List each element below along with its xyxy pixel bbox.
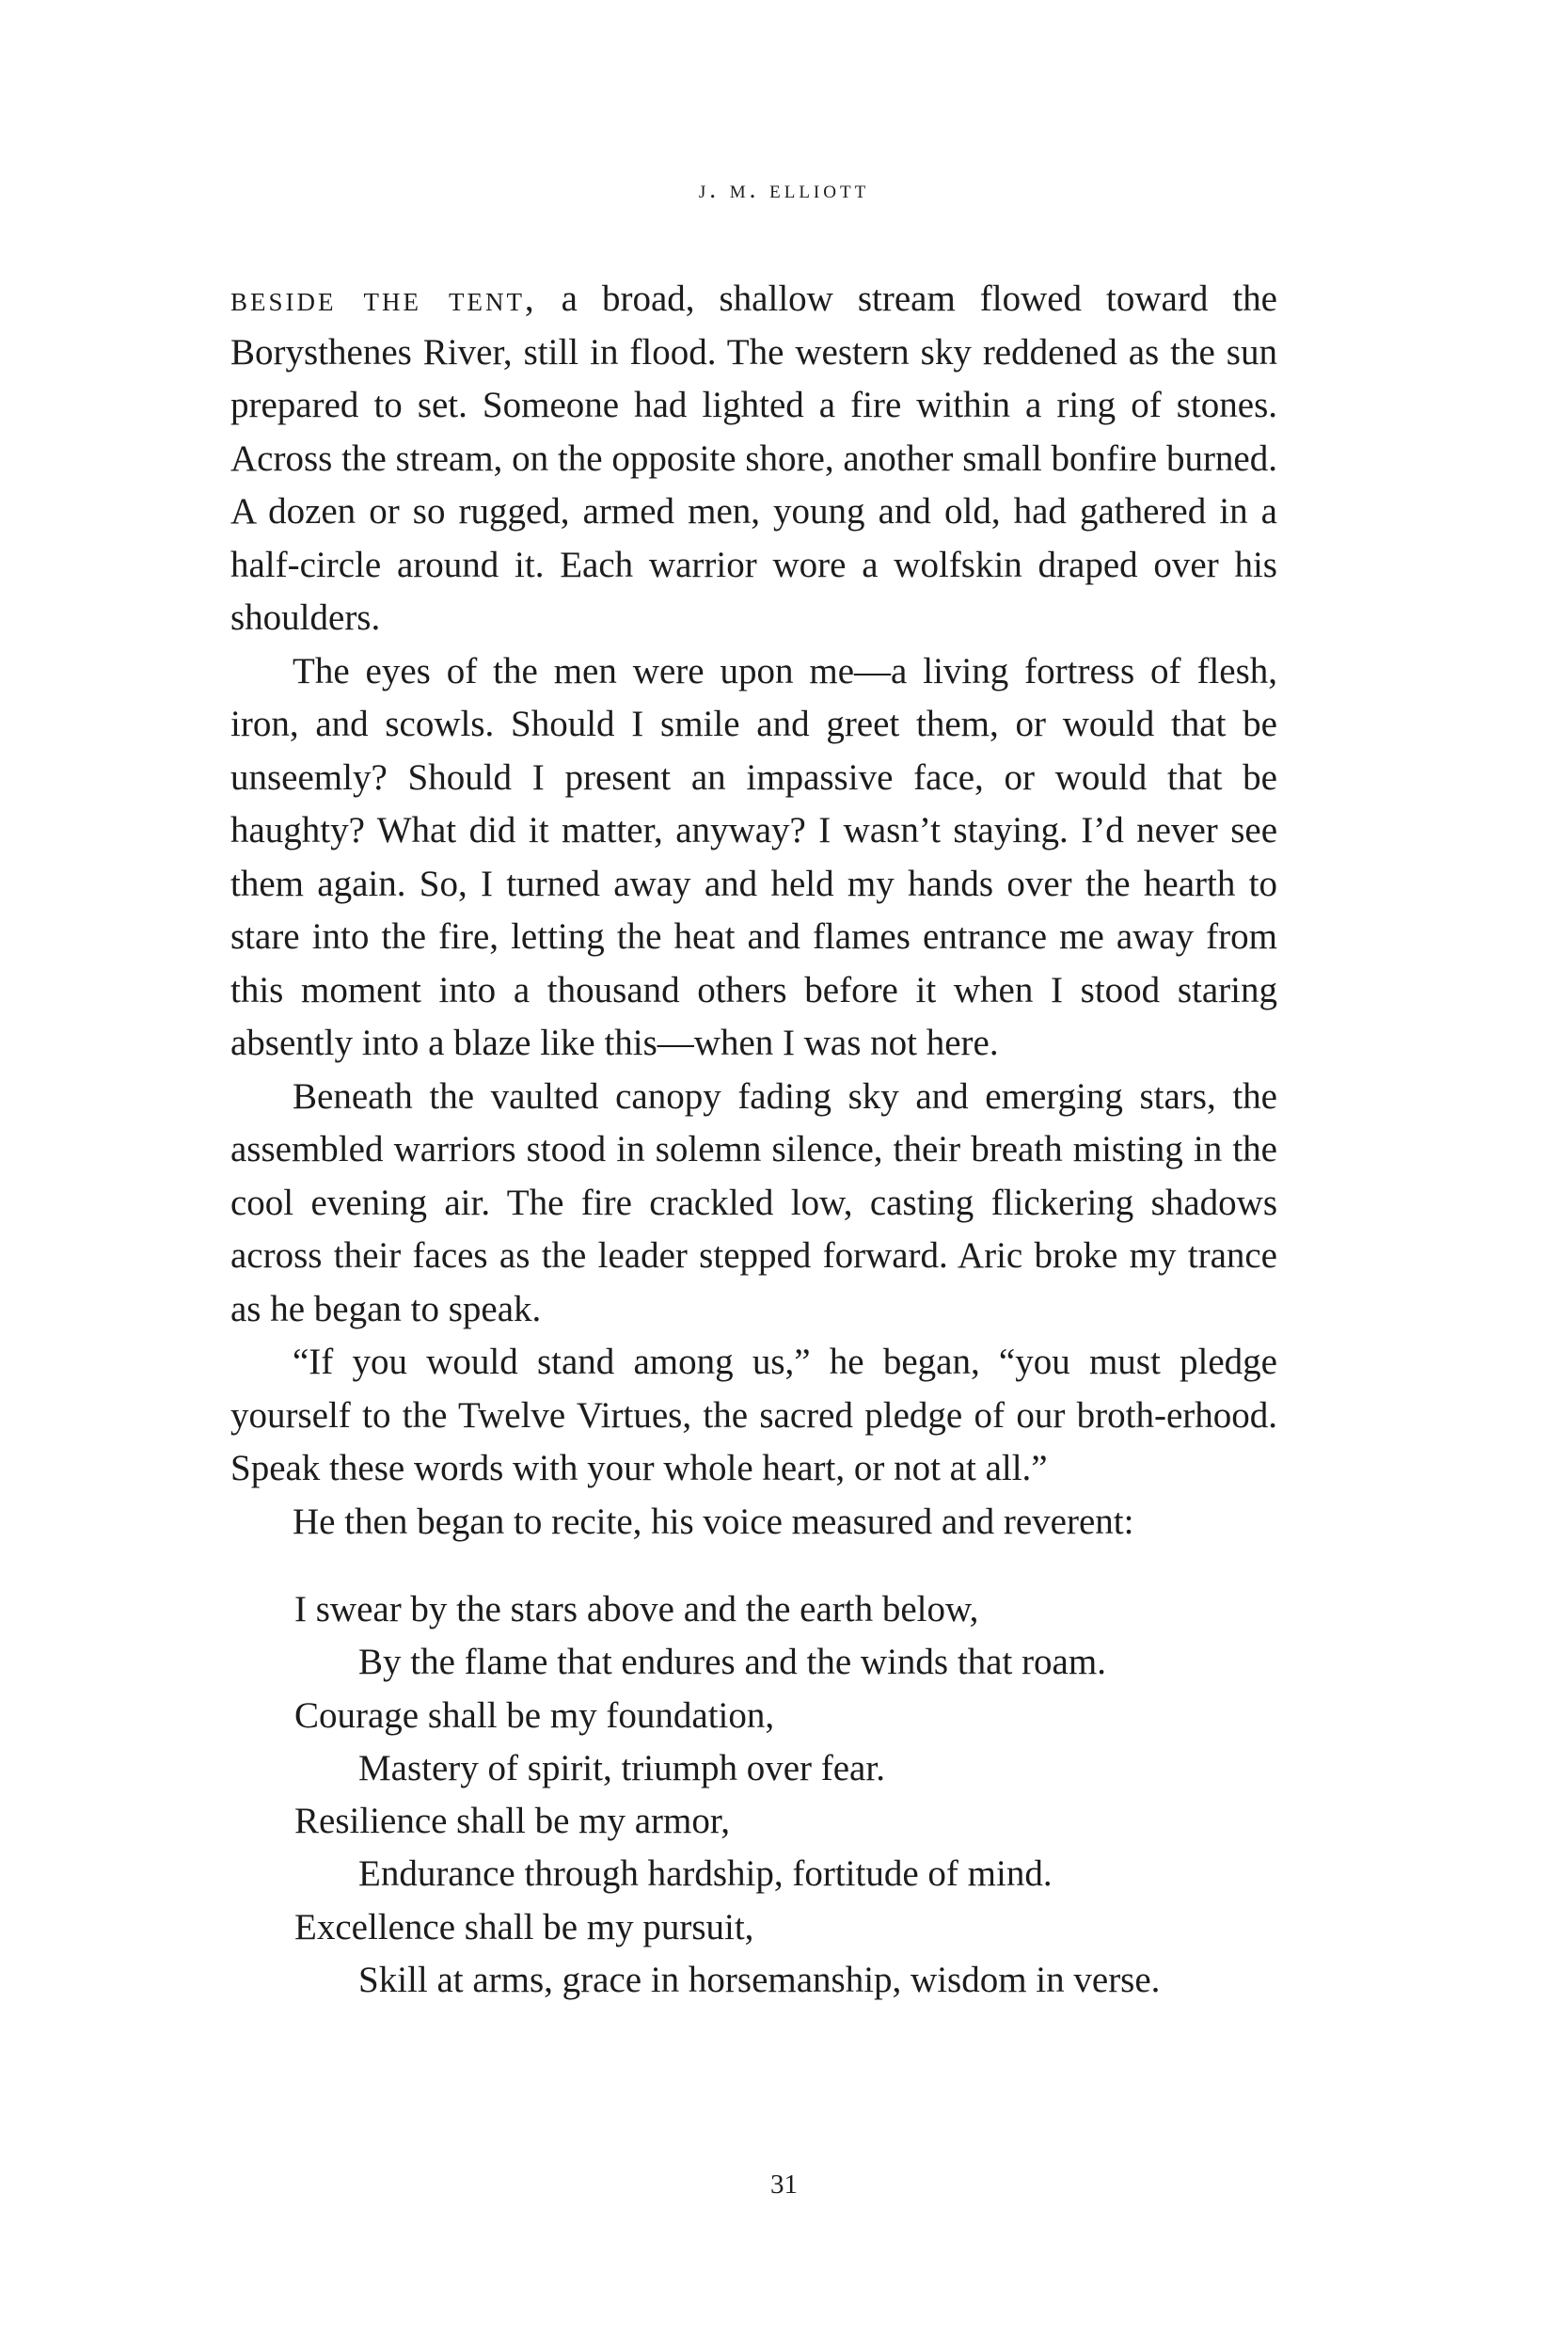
body-text: [230, 273, 1277, 1549]
verse-line: Excellence shall be my pursuit,: [294, 1906, 754, 1947]
verse-line-indented: By the flame that endures and the winds that roam.: [358, 1642, 1106, 1683]
paragraph-2: The eyes of the men were upon me—a living fortress of flesh, iron, and scowls. Should I smile and greet them, or would that be unseemly? Should I present an impassive face, or would that be haughty? What did it matter, anyway? I wasn’t staying. I’d never see them again. So, I turned away and held my hands over the hearth to stare into the fire, letting the heat and flames entrance me away from this moment into a thousand others before it when I stood staring absently into a blaze like this—when I was not here.: [230, 650, 1277, 1063]
paragraph-4: “If you would stand among us,” he began, “you must pledge yourself to the Twelve Virtues, the sacred pledge of our broth-erhood. Speak these words with your whole heart, or not at all.”: [230, 1342, 1277, 1488]
paragraph-1: [230, 273, 1277, 645]
paragraph-3: Beneath the vaulted canopy fading sky and emerging stars, the assembled warriors stood in solemn silence, their breath misting in the cool evening air. The fire crackled low, casting flickering shadows across their faces as the leader stepped forward. Aric broke my trance as he began to speak.: [230, 1075, 1277, 1329]
verse-line: Resilience shall be my armor,: [294, 1801, 731, 1842]
page-number: 31: [770, 2169, 798, 2200]
verse-line: I swear by the stars above and the earth below,: [294, 1589, 979, 1629]
paragraph-lead-in: beside the tent,: [230, 278, 537, 319]
verse-line-indented: Mastery of spirit, triumph over fear.: [358, 1747, 885, 1788]
verse-line-indented: Skill at arms, grace in horsemanship, wisdom in verse.: [358, 1960, 1161, 2001]
paragraph-5: He then began to recite, his voice measured and reverent:: [293, 1501, 1134, 1542]
paragraph-text: a broad, shallow stream flowed toward the Borysthenes River, still in flood. The western sky reddened as the sun prepared to set. Someone had lighted a fire within a ring of stones. Across the stream, on the opposite shore, another small bonfire burned. A dozen or so rugged, armed men, young and old, had gathered in a half-circle around it. Each warrior wore a wolfskin draped over his shoulders.: [230, 278, 1277, 638]
oath-verse: [294, 1583, 1282, 2007]
verse-line-indented: Endurance through hardship, fortitude of mind.: [358, 1853, 1053, 1895]
verse-line: Courage shall be my foundation,: [294, 1694, 775, 1736]
running-head-author: j. m. elliott: [698, 175, 870, 203]
